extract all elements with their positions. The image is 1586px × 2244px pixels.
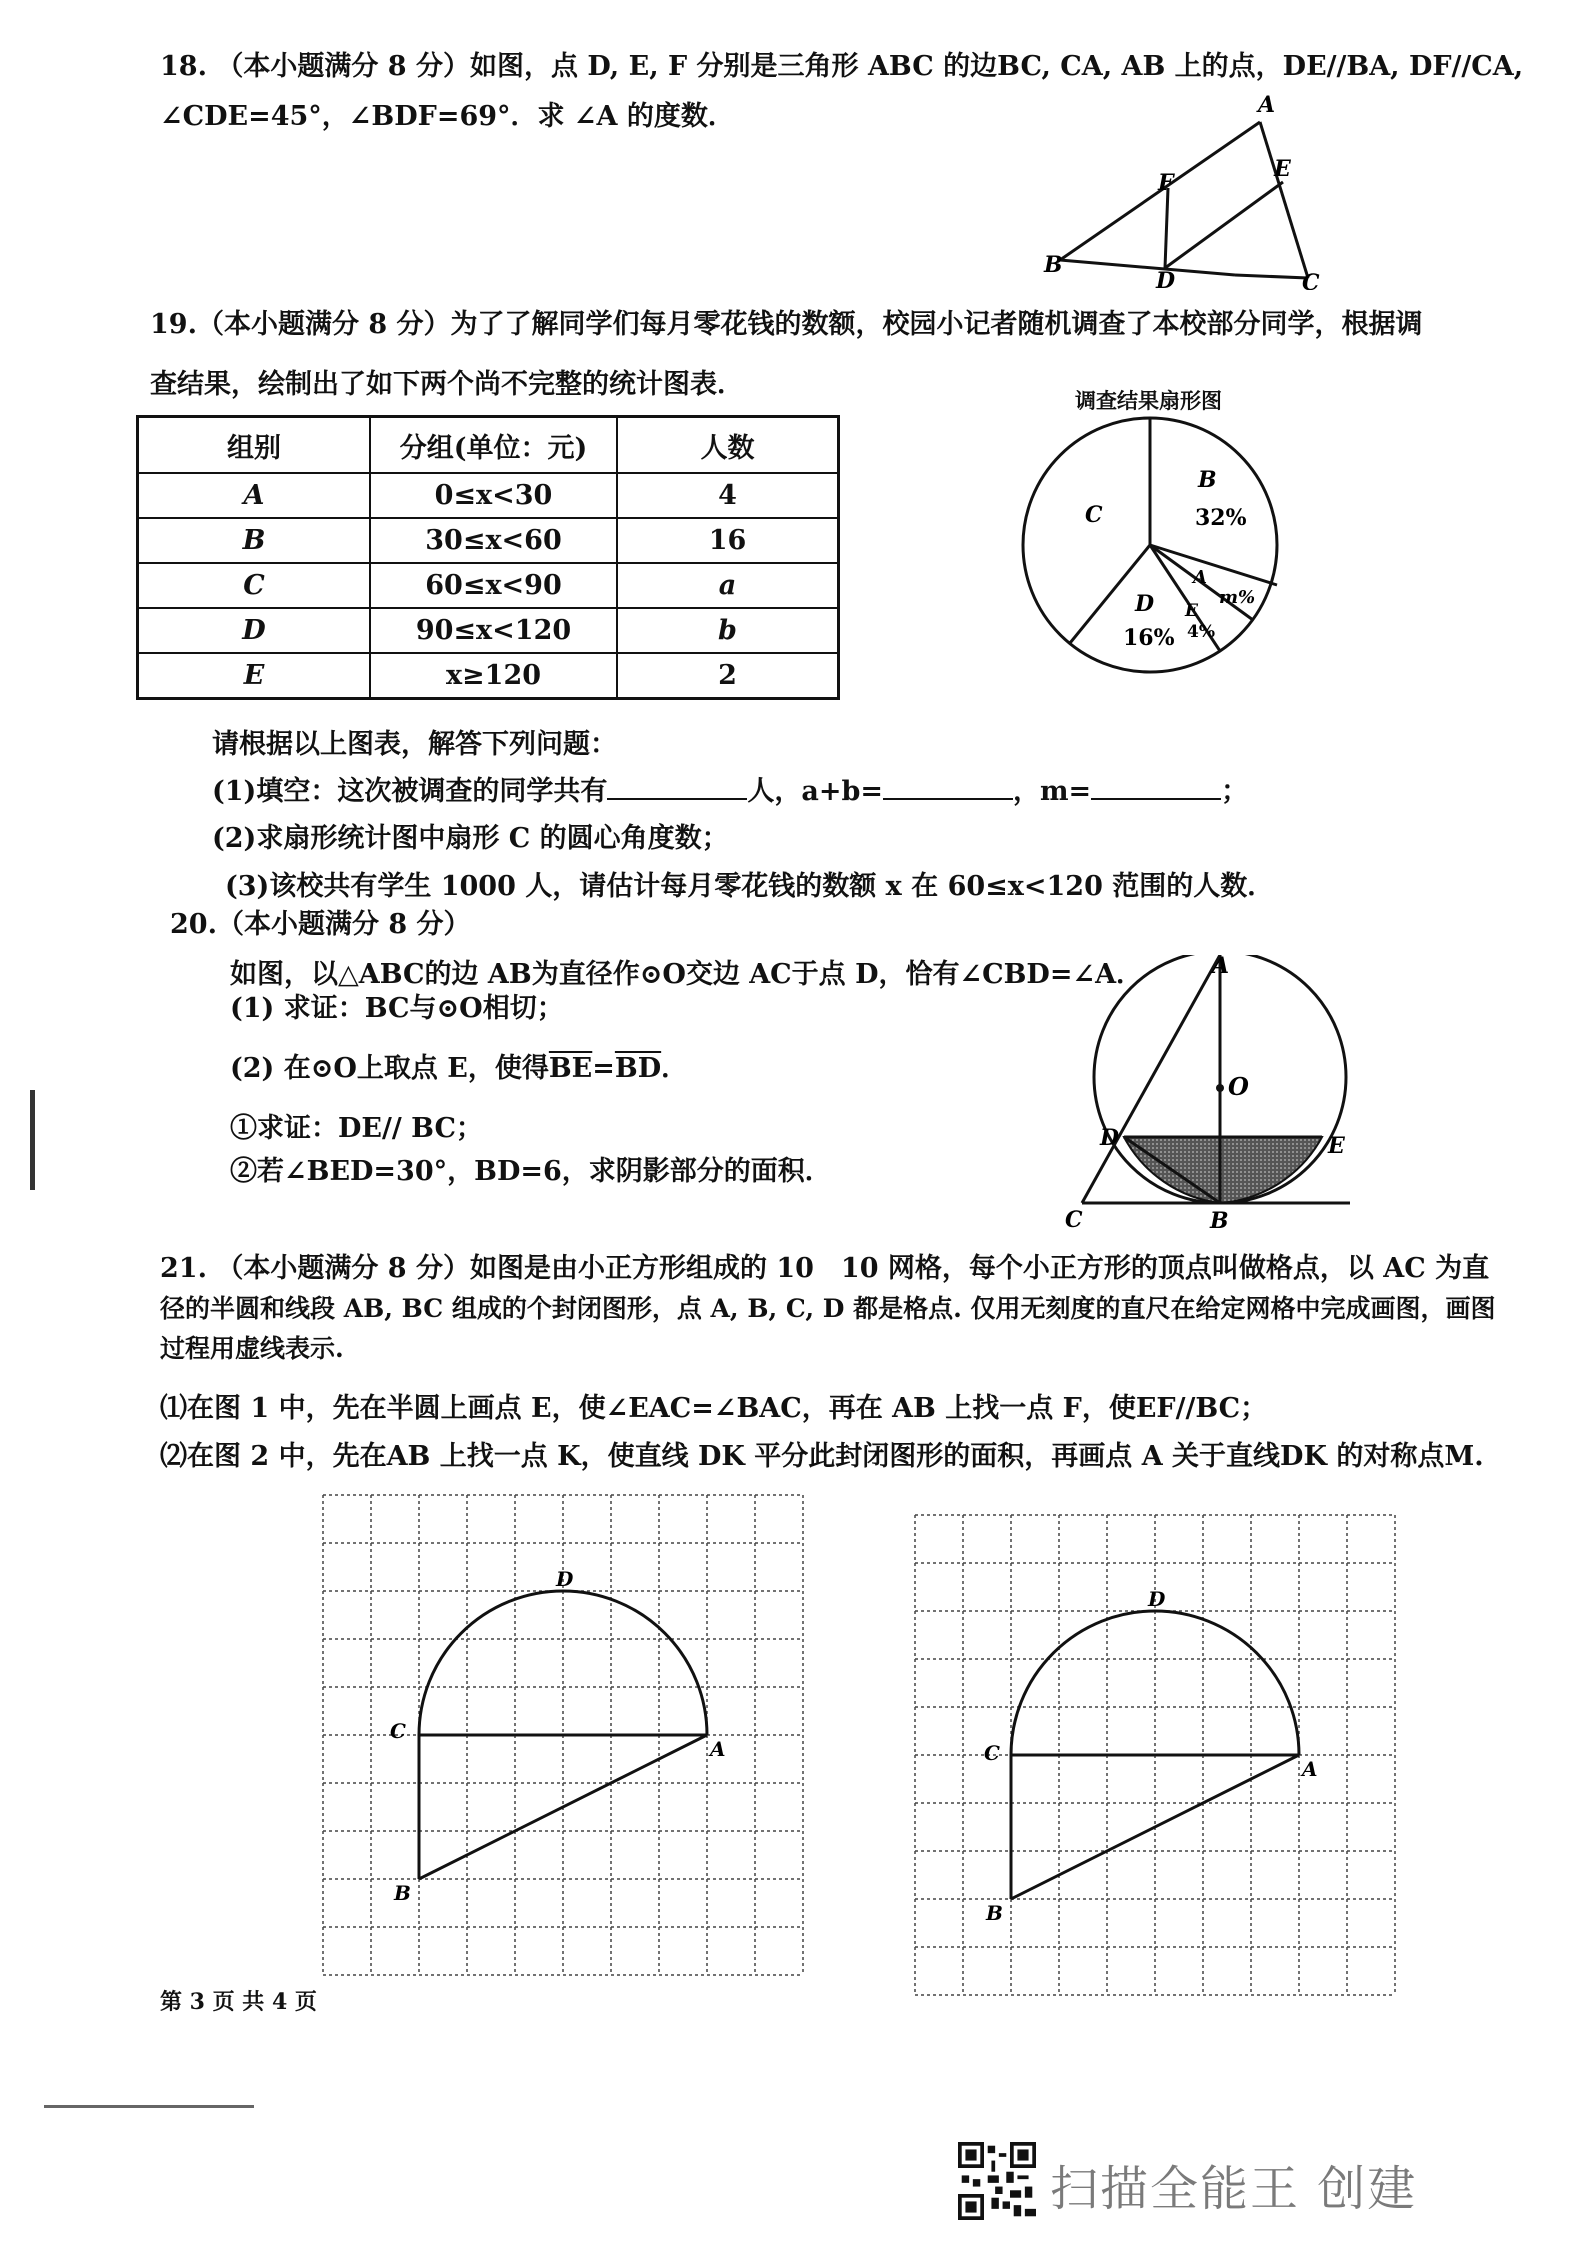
q19-part1-d: ； [1221, 776, 1249, 807]
frequency-table [136, 415, 840, 700]
q21-line5: ⑵在图 2 中，先在AB 上找一点 K，使直线 DK 平分此封闭图形的面积，再画点 A 关于直线DK 的对称点M. [160, 1441, 1484, 1472]
q21-line1: 21. （本小题满分 8 分）如图是由小正方形组成的 10 10 网格，每个小正方形的顶点叫做格点，以 AC 为直 [160, 1253, 1490, 1284]
q18-label-a: A [1258, 92, 1276, 118]
qr-code-icon [958, 2142, 1036, 2220]
q20-line3-b: ． [661, 1053, 689, 1084]
table-row [138, 653, 839, 699]
table-cell: 30≤x<60 [370, 518, 617, 563]
q20-title: 20.（本小题满分 8 分） [170, 909, 471, 940]
fig1-label-b: B [394, 1881, 411, 1905]
table-cell: E [138, 653, 371, 699]
q19-line1: 19.（本小题满分 8 分）为了了解同学们每月零花钱的数额，校园小记者随机调查了本校部分同学，根据调 [150, 309, 1423, 340]
q18-triangle-figure [1040, 90, 1340, 290]
pie-label-a-pct: m% [1219, 587, 1256, 608]
pie-label-a: A [1193, 567, 1207, 588]
answer-blank-sum[interactable] [883, 798, 1013, 800]
pie-label-e-pct: 4% [1187, 622, 1215, 642]
q18-label-e: E [1274, 156, 1291, 182]
fig1-label-a: A [710, 1737, 726, 1761]
q19-part3: (3)该校共有学生 1000 人，请估计每月零花钱的数额 x 在 60≤x<120 范围的人数． [225, 871, 1275, 902]
table-cell: 60≤x<90 [370, 563, 617, 608]
q20-eq: = [592, 1053, 615, 1084]
fig2-label-d: D [1148, 1587, 1166, 1611]
q19-part1-c: ，m= [1012, 776, 1092, 807]
page-footer: 第 3 页 共 4 页 [160, 1989, 317, 2015]
q18-label-b: B [1044, 252, 1063, 278]
table-header-row [138, 417, 839, 474]
q20-label-b: B [1210, 1208, 1229, 1230]
answer-blank-total[interactable] [607, 798, 747, 800]
pie-label-d: D [1135, 591, 1155, 617]
header-group: 组别 [138, 417, 371, 474]
table-cell: 0≤x<30 [370, 473, 617, 518]
q18-line2: ∠CDE=45°，∠BDF=69°．求 ∠A 的度数． [160, 101, 735, 132]
table-cell: D [138, 608, 371, 653]
table-cell: C [138, 563, 371, 608]
header-range: 分组(单位：元) [370, 417, 617, 474]
table-cell: 4 [617, 473, 839, 518]
q20-label-c: C [1065, 1207, 1083, 1230]
q20-label-a: A [1212, 955, 1230, 979]
pie-label-c: C [1085, 502, 1103, 528]
q20-line2: (1) 求证：BC与⊙O相切； [230, 993, 564, 1024]
q18-label-f: F [1158, 170, 1174, 196]
q21-line4: ⑴在图 1 中，先在半圆上画点 E，使∠EAC=∠BAC，再在 AB 上找一点 F，使EF//BC； [160, 1393, 1268, 1424]
fig2-label-b: B [986, 1901, 1003, 1925]
pie-label-e: E [1185, 601, 1198, 621]
q18-line1: 18. （本小题满分 8 分）如图，点 D, E, F 分别是三角形 ABC 的边BC, CA, AB 上的点，DE//BA, DF//CA, [160, 51, 1524, 82]
q20-circle-figure [1060, 955, 1360, 1230]
q19-line2: 查结果，绘制出了如下两个尚不完整的统计图表． [150, 369, 744, 400]
arc-be: $\overline{BE}$ [548, 1053, 593, 1084]
q20-line1: 如图，以△ABC的边 AB为直径作⊙O交边 AC于点 D，恰有∠CBD=∠A． [230, 959, 1144, 990]
table-row [138, 473, 839, 518]
q18-label-c: C [1302, 270, 1320, 290]
arc-bd: $\overline{BD}$ [614, 1053, 662, 1084]
fig2-label-c: C [984, 1741, 1000, 1765]
table-cell: 2 [617, 653, 839, 699]
grid-figure-2 [910, 1510, 1410, 2020]
q19-part1-b: 人，a+b= [747, 776, 883, 807]
pie-label-b: B [1198, 467, 1217, 493]
q21-line3: 过程用虚线表示. [160, 1334, 344, 1363]
table-cell: x≥120 [370, 653, 617, 699]
table-cell: A [138, 473, 371, 518]
table-row [138, 608, 839, 653]
q20-label-e: E [1328, 1133, 1345, 1159]
pie-chart-figure [1015, 415, 1295, 680]
q21-line2: 径的半圆和线段 AB, BC 组成的个封闭图形，点 A, B, C, D 都是格点. 仅用无刻度的直尺在给定网格中完成画图，画图 [160, 1294, 1496, 1323]
q20-line4: ①求证：DE// BC； [230, 1113, 483, 1144]
q19-prompt: 请根据以上图表，解答下列问题： [212, 729, 617, 760]
table-cell: b [617, 608, 839, 653]
table-cell: a [617, 563, 839, 608]
q19-part1-a: (1)填空：这次被调查的同学共有 [212, 776, 608, 807]
q20-label-d: D [1100, 1125, 1120, 1151]
scanner-brand-watermark: 扫描全能王 创建 [1050, 2161, 1418, 2217]
grid-figure-1 [318, 1490, 818, 2010]
pie-title: 调查结果扇形图 [1075, 388, 1222, 413]
q19-part1 [212, 775, 1248, 809]
table-cell: B [138, 518, 371, 563]
q20-label-o: O [1228, 1072, 1249, 1101]
scan-edge-mark [30, 1090, 35, 1190]
scan-edge-mark [44, 2105, 254, 2108]
q18-label-d: D [1156, 268, 1176, 290]
q20-line3-a: (2) 在⊙O上取点 E，使得 [230, 1053, 549, 1084]
q20-line3 [230, 1052, 688, 1086]
fig1-label-d: D [556, 1567, 574, 1591]
table-cell: 90≤x<120 [370, 608, 617, 653]
table-row [138, 563, 839, 608]
fig2-label-a: A [1302, 1757, 1318, 1781]
pie-label-b-pct: 32% [1195, 505, 1247, 531]
answer-blank-m[interactable] [1091, 798, 1221, 800]
q20-line5: ②若∠BED=30°，BD=6，求阴影部分的面积． [230, 1156, 832, 1187]
table-cell: 16 [617, 518, 839, 563]
header-count: 人数 [617, 417, 839, 474]
pie-label-d-pct: 16% [1123, 625, 1175, 651]
fig1-label-c: C [390, 1719, 406, 1743]
q19-part2: (2)求扇形统计图中扇形 C 的圆心角度数； [212, 823, 729, 854]
table-row [138, 518, 839, 563]
